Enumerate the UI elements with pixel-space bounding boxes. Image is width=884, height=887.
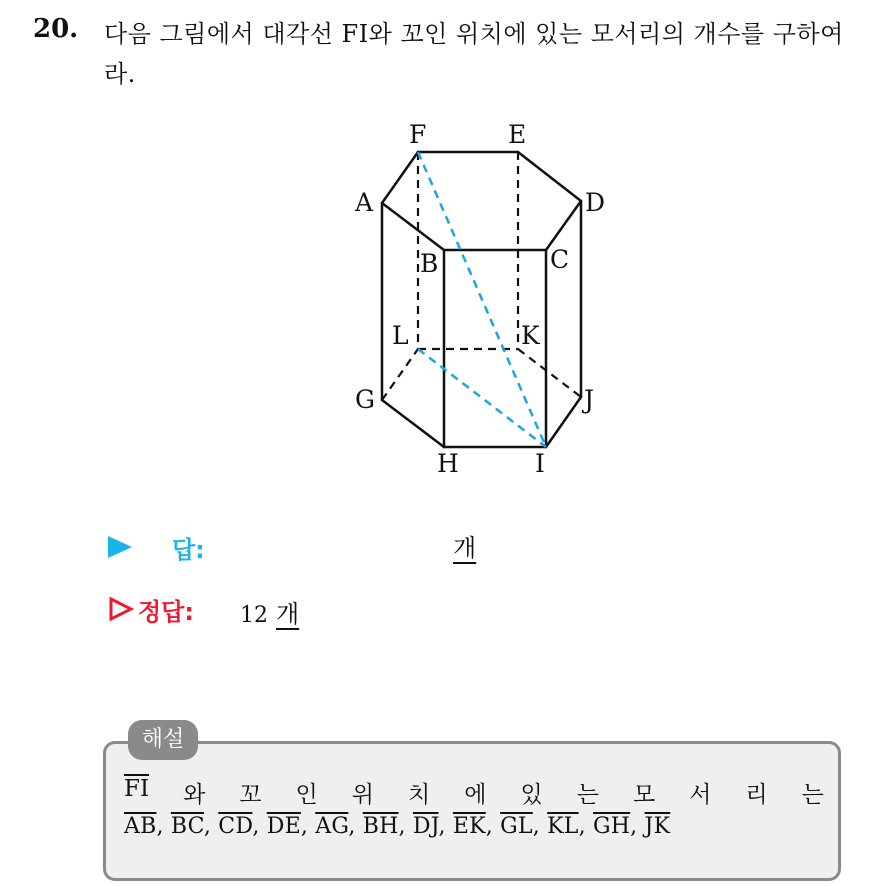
vertex-label-A: A <box>355 188 374 217</box>
edge-GH <box>382 400 444 447</box>
explanation-edge: $\overline{JK}$ <box>644 814 671 839</box>
correct-label: 정답: <box>138 598 194 626</box>
edge-AF <box>382 152 418 203</box>
correct-unit: 개 <box>276 600 300 628</box>
explanation-word: 인 <box>295 782 318 808</box>
correct-marker-icon <box>108 596 134 622</box>
diagonal-LI <box>418 349 546 447</box>
explanation-edge: $\overline{DJ}$ <box>412 814 439 839</box>
edge-KJ <box>518 349 581 397</box>
explanation-word: 위 <box>351 782 374 808</box>
explanation-word: 치 <box>408 782 431 808</box>
explanation-word: 는 <box>576 782 599 808</box>
vertex-label-B: B <box>420 249 439 278</box>
answer-marker-icon <box>108 536 132 558</box>
explanation-word: 서 <box>689 782 712 808</box>
explanation-word: 꼬 <box>239 782 262 808</box>
explanation-edge: $\overline{KL}$ <box>547 814 579 839</box>
explanation-edge: $\overline{AB}$ <box>124 814 157 839</box>
explanation-edge: $\overline{EK}$ <box>452 814 486 839</box>
edge-GL <box>382 349 418 400</box>
explanation-tab: 해설 <box>128 720 198 760</box>
answer-unit: 개 <box>453 534 477 562</box>
edge-ED <box>518 152 581 201</box>
vertex-label-K: K <box>521 321 540 350</box>
question-number: 20. <box>33 14 79 44</box>
explanation-edge: $\overline{BC}$ <box>170 814 204 839</box>
explanation-edge: $\overline{DE}$ <box>266 814 301 839</box>
explanation-edge: $\overline{AG}$ <box>315 814 349 839</box>
correct-value: 12 <box>240 603 268 628</box>
vertex-label-E: E <box>508 120 527 149</box>
explanation-edge: $\overline{GL}$ <box>500 814 533 839</box>
vertex-label-F: F <box>409 120 427 149</box>
edge-IJ <box>546 397 581 447</box>
explanation-word: 와 <box>183 782 206 808</box>
vertex-label-G: G <box>355 385 375 414</box>
explanation-edge: $\overline{BH}$ <box>362 814 399 839</box>
vertex-label-H: H <box>437 449 459 478</box>
vertex-label-D: D <box>585 188 606 217</box>
vertex-label-C: C <box>550 245 570 274</box>
diagonal-FI <box>418 152 546 447</box>
vertex-label-I: I <box>535 449 545 478</box>
explanation-word: 모 <box>632 782 656 808</box>
question-text: 다음 그림에서 대각선 FI와 꼬인 위치에 있는 모서리의 개수를 구하여라. <box>104 20 844 88</box>
correct-value-group <box>240 594 299 629</box>
vertex-label-L: L <box>392 321 409 350</box>
explanation-word: 리 <box>745 782 768 808</box>
edge-DC <box>546 201 581 250</box>
explanation-line-1 <box>124 776 824 809</box>
explanation-word: 에 <box>464 782 487 808</box>
explanation-word: 는 <box>801 782 824 808</box>
vertex-label-J: J <box>584 385 595 414</box>
explanation-word: 있 <box>520 782 543 808</box>
answer-label: 답: <box>172 536 205 564</box>
explanation-box <box>103 741 841 881</box>
explanation-edge: $\overline{CD}$ <box>218 814 253 839</box>
explanation-line-2: $\overline{AB}$, $\overline{BC}$, $\overline{CD}$, $\overline{DE}$, $\overline{AG}$, $\overline{BH}$, $\overline{DJ}$, $\overline{EK}$, $\overline{GL}$, $\overline{KL}$, $\overline{GH}$, $\overline{JK}$ <box>124 814 671 839</box>
explanation-edge-FI: $\overline{FI}$ <box>124 776 150 802</box>
explanation-edge: $\overline{GH}$ <box>592 814 631 839</box>
edge-BA <box>382 203 444 250</box>
